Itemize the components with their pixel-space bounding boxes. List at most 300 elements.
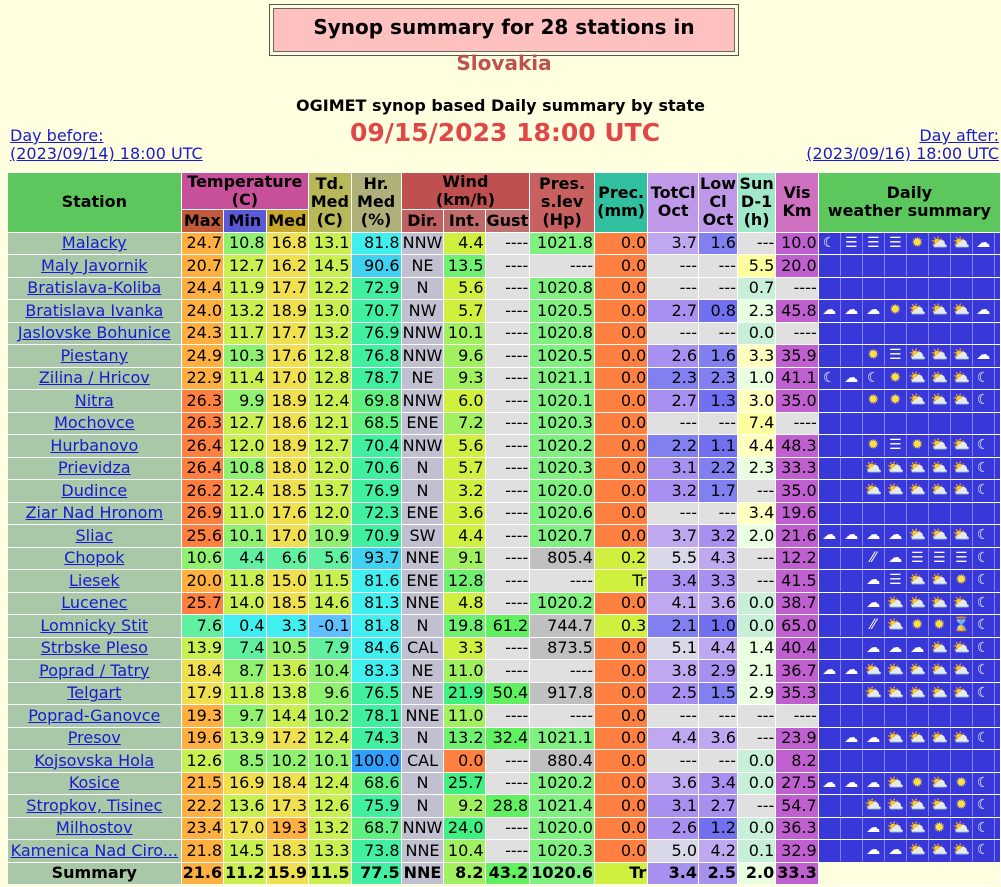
humidity-cell: 76.9 (351, 322, 401, 345)
empty-icon (819, 750, 841, 771)
daily-weather-icons (818, 817, 1000, 840)
empty-icon (819, 705, 841, 726)
station-link[interactable]: Strbske Pleso (40, 638, 148, 658)
visibility-cell: 8.2 (776, 750, 818, 773)
max-cell: 21.6 (181, 862, 223, 885)
wind-dir-cell: NE (401, 367, 444, 390)
total-cloud-cell: 3.7 (648, 232, 699, 255)
empty-icon (819, 390, 841, 411)
wind-dir-cell: NNW (401, 390, 444, 413)
psun-icon: ⛅ (907, 368, 929, 389)
moon-icon: ☾ (863, 368, 885, 389)
empty-icon (885, 750, 907, 771)
station-cell[interactable] (8, 705, 182, 728)
gust-cell: ---- (485, 840, 530, 863)
empty-icon (841, 413, 863, 434)
rain-icon: ⁄⁄ (863, 615, 885, 636)
station-cell[interactable] (8, 232, 182, 255)
min-cell: 10.3 (224, 345, 266, 368)
station-link[interactable]: Ziar Nad Hronom (25, 503, 164, 523)
min-cell: 10.1 (224, 525, 266, 548)
psun-icon: ⛅ (951, 525, 973, 546)
fog-icon: ☰ (863, 233, 885, 254)
wind-dir-cell: SW (401, 525, 444, 548)
station-cell[interactable] (8, 840, 182, 863)
psun-icon: ⛅ (951, 300, 973, 321)
max-cell: 26.3 (181, 390, 223, 413)
wind-dir-cell: ENE (401, 502, 444, 525)
empty-icon (841, 548, 863, 569)
station-cell[interactable] (8, 660, 182, 683)
max-cell: 23.4 (181, 817, 223, 840)
humidity-cell: 78.1 (351, 705, 401, 728)
station-cell[interactable] (8, 615, 182, 638)
station-cell[interactable] (8, 682, 182, 705)
moon-icon: ☾ (973, 728, 995, 749)
empty-icon (841, 593, 863, 614)
psun-icon: ⛅ (885, 480, 907, 501)
pressure-cell: 1020.2 (530, 435, 595, 458)
sunshine-cell: 0.0 (737, 592, 775, 615)
daily-weather-icons (818, 345, 1000, 368)
dewpoint-cell: 13.0 (309, 300, 351, 323)
station-link[interactable]: Kosice (68, 773, 120, 793)
station-link[interactable]: Liesek (68, 570, 120, 590)
humidity-cell: 83.3 (351, 660, 401, 683)
station-link[interactable]: Malacky (61, 233, 127, 253)
sun-icon: ✹ (907, 615, 929, 636)
empty-icon (885, 413, 907, 434)
daily-weather-icons (818, 525, 1000, 548)
sunshine-cell: 3.3 (737, 345, 775, 368)
dewpoint-cell: -0.1 (309, 615, 351, 638)
station-link[interactable]: Telgart (67, 683, 122, 703)
dewpoint-cell: 5.6 (309, 547, 351, 570)
psun-icon: ⛅ (929, 660, 951, 681)
empty-icon (841, 818, 863, 839)
humidity-cell: 68.7 (351, 817, 401, 840)
empty-icon (819, 548, 841, 569)
med-cell: 17.6 (266, 345, 308, 368)
empty-icon (973, 278, 995, 299)
precip-cell: 0.0 (594, 795, 647, 818)
visibility-cell: 33.3 (776, 862, 818, 885)
header-precipitation: Prec. (mm) (594, 173, 647, 233)
humidity-cell: 70.4 (351, 435, 401, 458)
wind-dir-cell: N (401, 457, 444, 480)
station-link[interactable]: Zilina / Hricov (38, 368, 150, 388)
station-cell[interactable] (8, 277, 182, 300)
humidity-cell: 68.5 (351, 412, 401, 435)
header-station: Station (8, 173, 182, 233)
med-cell: 18.5 (266, 480, 308, 503)
daily-weather-icons (818, 457, 1000, 480)
psun-icon: ⛅ (929, 390, 951, 411)
daily-weather-icons (818, 502, 1000, 525)
empty-icon (841, 458, 863, 479)
psun-icon: ⛅ (885, 593, 907, 614)
max-cell: 19.3 (181, 705, 223, 728)
psun-icon: ⛅ (951, 345, 973, 366)
precip-cell: 0.3 (594, 615, 647, 638)
station-link[interactable]: Presov (67, 728, 121, 748)
med-cell: 16.2 (266, 255, 308, 278)
min-cell: 11.4 (224, 367, 266, 390)
low-cloud-cell: 2.3 (699, 367, 738, 390)
pcloud-icon: ☁ (819, 773, 841, 794)
station-link[interactable]: Chopok (64, 548, 125, 568)
moon-icon: ☾ (973, 818, 995, 839)
med-cell: 15.9 (266, 862, 308, 885)
gust-cell: ---- (485, 502, 530, 525)
psun-icon: ⛅ (907, 818, 929, 839)
empty-icon (841, 503, 863, 524)
sunshine-cell: 1.0 (737, 367, 775, 390)
empty-icon (973, 323, 995, 344)
min-cell: 11.8 (224, 682, 266, 705)
humidity-cell: 73.8 (351, 840, 401, 863)
humidity-cell: 76.5 (351, 682, 401, 705)
empty-icon (973, 503, 995, 524)
station-cell[interactable] (8, 435, 182, 458)
precip-cell: 0.0 (594, 480, 647, 503)
day-before-label[interactable]: Day before: (10, 126, 104, 145)
station-cell[interactable] (8, 502, 182, 525)
station-link[interactable]: Lucenec (61, 593, 128, 613)
psun-icon: ⛅ (907, 570, 929, 591)
max-cell: 21.8 (181, 840, 223, 863)
humidity-cell: 84.6 (351, 637, 401, 660)
low-cloud-cell: 2.7 (699, 795, 738, 818)
daily-weather-icons (818, 750, 1000, 773)
day-before-link[interactable] (10, 127, 203, 163)
station-link[interactable]: Kamenica Nad Ciro... (10, 840, 178, 860)
header-min: Min (224, 210, 266, 233)
min-cell: 12.4 (224, 480, 266, 503)
wind-dir-cell: NNE (401, 592, 444, 615)
wind-int-cell: 13.5 (444, 255, 485, 278)
sun-icon: ✹ (907, 435, 929, 456)
empty-icon (929, 413, 951, 434)
sunshine-cell: --- (737, 232, 775, 255)
min-cell: 11.9 (224, 277, 266, 300)
sunshine-cell: --- (737, 705, 775, 728)
wind-dir-cell: NNE (401, 840, 444, 863)
empty-icon (929, 503, 951, 524)
min-cell: 13.9 (224, 727, 266, 750)
wind-int-cell: 9.1 (444, 547, 485, 570)
wind-int-cell: 11.0 (444, 660, 485, 683)
psun-icon: ⛅ (929, 458, 951, 479)
station-link[interactable]: Piestany (60, 345, 129, 365)
station-cell[interactable] (8, 457, 182, 480)
station-cell[interactable] (8, 255, 182, 278)
station-cell[interactable] (8, 525, 182, 548)
daily-weather-icons (818, 232, 1000, 255)
psun-icon: ⛅ (951, 233, 973, 254)
gust-cell: ---- (485, 817, 530, 840)
empty-icon (841, 480, 863, 501)
sunshine-cell: 3.4 (737, 502, 775, 525)
station-cell[interactable] (8, 322, 182, 345)
humidity-cell: 74.3 (351, 727, 401, 750)
psun-icon: ⛅ (951, 480, 973, 501)
visibility-cell: 32.9 (776, 840, 818, 863)
station-cell[interactable] (8, 727, 182, 750)
gust-cell: ---- (485, 547, 530, 570)
table-row (8, 345, 1001, 368)
sunshine-cell: 2.1 (737, 660, 775, 683)
min-cell: 8.5 (224, 750, 266, 773)
psun-icon: ⛅ (863, 458, 885, 479)
wind-int-cell: 3.2 (444, 480, 485, 503)
table-row (8, 502, 1001, 525)
med-cell: 18.9 (266, 300, 308, 323)
station-cell[interactable] (8, 300, 182, 323)
psun-icon: ⛅ (907, 390, 929, 411)
max-cell: 24.4 (181, 277, 223, 300)
pressure-cell: 1020.1 (530, 390, 595, 413)
moon-icon: ☾ (973, 773, 995, 794)
dewpoint-cell: 14.5 (309, 255, 351, 278)
low-cloud-cell: 2.2 (699, 457, 738, 480)
psun-icon: ⛅ (907, 593, 929, 614)
wind-dir-cell: NE (401, 660, 444, 683)
station-cell[interactable] (8, 817, 182, 840)
gust-cell: ---- (485, 570, 530, 593)
med-cell: 18.4 (266, 772, 308, 795)
max-cell: 20.0 (181, 570, 223, 593)
day-before-date[interactable]: (2023/09/14) 18:00 UTC (10, 144, 203, 163)
wind-dir-cell: N (401, 795, 444, 818)
psun-icon: ⛅ (929, 683, 951, 704)
day-after-link[interactable] (806, 127, 999, 163)
station-cell[interactable] (8, 547, 182, 570)
visibility-cell: 35.3 (776, 682, 818, 705)
empty-icon (819, 840, 841, 861)
station-cell[interactable] (8, 592, 182, 615)
fog-icon: ☰ (929, 548, 951, 569)
dewpoint-cell: 12.8 (309, 345, 351, 368)
station-cell[interactable] (8, 345, 182, 368)
total-cloud-cell: 3.8 (648, 660, 699, 683)
humidity-cell: 69.8 (351, 390, 401, 413)
station-link[interactable]: Nitra (74, 390, 114, 410)
wind-dir-cell: CAL (401, 637, 444, 660)
sun-icon: ✹ (951, 795, 973, 816)
moon-icon: ☾ (973, 480, 995, 501)
min-cell: 0.4 (224, 615, 266, 638)
total-cloud-cell: 3.4 (648, 570, 699, 593)
wind-int-cell: 3.3 (444, 637, 485, 660)
pcloud-icon: ☁ (841, 300, 863, 321)
station-link[interactable]: Milhostov (56, 818, 133, 838)
station-link[interactable]: Dudince (61, 480, 128, 500)
wind-int-cell: 4.4 (444, 525, 485, 548)
visibility-cell: 20.0 (776, 255, 818, 278)
visibility-cell: 27.5 (776, 772, 818, 795)
empty-icon (907, 750, 929, 771)
empty-icon (841, 638, 863, 659)
med-cell: 18.9 (266, 390, 308, 413)
empty-icon (863, 705, 885, 726)
empty-icon (973, 413, 995, 434)
visibility-cell: 41.5 (776, 570, 818, 593)
header-dewpoint: Td. Med (C) (309, 173, 351, 233)
wind-dir-cell: ENE (401, 412, 444, 435)
low-cloud-cell: 2.5 (699, 862, 738, 885)
wind-int-cell: 10.4 (444, 840, 485, 863)
pressure-cell: 1020.8 (530, 277, 595, 300)
wind-int-cell: 5.6 (444, 435, 485, 458)
wind-int-cell: 13.2 (444, 727, 485, 750)
psun-icon: ⛅ (929, 638, 951, 659)
psun-icon: ⛅ (951, 390, 973, 411)
wind-int-cell: 5.7 (444, 300, 485, 323)
gust-cell: 32.4 (485, 727, 530, 750)
station-cell[interactable] (8, 772, 182, 795)
med-cell: 10.5 (266, 637, 308, 660)
station-cell[interactable] (8, 412, 182, 435)
header-row-1 (8, 173, 1001, 210)
pressure-cell: 1020.3 (530, 412, 595, 435)
empty-icon (819, 638, 841, 659)
moon-icon: ☾ (973, 593, 995, 614)
pcloud-icon: ☁ (841, 773, 863, 794)
empty-icon (841, 683, 863, 704)
station-link[interactable]: Bratislava-Koliba (27, 278, 162, 298)
station-cell[interactable] (8, 480, 182, 503)
pressure-cell: 917.8 (530, 682, 595, 705)
station-cell[interactable] (8, 367, 182, 390)
min-cell: 13.6 (224, 795, 266, 818)
sunshine-cell: 0.1 (737, 840, 775, 863)
wind-dir-cell: NE (401, 682, 444, 705)
precip-cell: 0.0 (594, 817, 647, 840)
max-cell: 24.3 (181, 322, 223, 345)
table-row (8, 300, 1001, 323)
empty-icon (951, 255, 973, 276)
dewpoint-cell: 12.4 (309, 772, 351, 795)
low-cloud-cell: 3.6 (699, 592, 738, 615)
dewpoint-cell: 11.5 (309, 570, 351, 593)
day-after-label[interactable]: Day after: (919, 126, 999, 145)
station-cell[interactable] (8, 750, 182, 773)
min-cell: 10.8 (224, 232, 266, 255)
station-link[interactable]: Maly Javornik (41, 255, 148, 275)
sunshine-cell: --- (737, 480, 775, 503)
header-med: Med (266, 210, 308, 233)
table-row (8, 457, 1001, 480)
med-cell: 18.6 (266, 412, 308, 435)
visibility-cell: 54.7 (776, 795, 818, 818)
station-link[interactable]: Prievidza (58, 458, 131, 478)
empty-icon (929, 323, 951, 344)
station-link[interactable]: Poprad-Ganovce (28, 705, 161, 725)
station-cell[interactable] (8, 795, 182, 818)
empty-icon (907, 413, 929, 434)
station-link[interactable]: Lomnicky Stit (40, 615, 149, 635)
humidity-cell: 76.8 (351, 345, 401, 368)
visibility-cell: ---- (776, 412, 818, 435)
moon-icon: ☾ (973, 570, 995, 591)
fog-icon: ☰ (885, 233, 907, 254)
pressure-cell: 1020.6 (530, 502, 595, 525)
low-cloud-cell: 1.7 (699, 480, 738, 503)
station-link[interactable]: Sliac (75, 525, 114, 545)
empty-icon (863, 278, 885, 299)
dewpoint-cell: 10.2 (309, 705, 351, 728)
max-cell: 24.9 (181, 345, 223, 368)
empty-icon (819, 435, 841, 456)
precip-cell: 0.0 (594, 367, 647, 390)
empty-icon (819, 818, 841, 839)
day-after-date[interactable]: (2023/09/16) 18:00 UTC (806, 144, 999, 163)
empty-icon (951, 705, 973, 726)
humidity-cell: 81.8 (351, 232, 401, 255)
station-cell[interactable] (8, 570, 182, 593)
station-link[interactable]: Bratislava Ivanka (25, 300, 164, 320)
moon-icon: ☾ (973, 615, 995, 636)
table-row (8, 525, 1001, 548)
humidity-cell: 76.9 (351, 480, 401, 503)
pressure-cell: ---- (530, 660, 595, 683)
gust-cell: ---- (485, 772, 530, 795)
med-cell: 18.5 (266, 592, 308, 615)
max-cell: 24.0 (181, 300, 223, 323)
station-cell[interactable] (8, 637, 182, 660)
station-cell[interactable] (8, 390, 182, 413)
daily-weather-icons (818, 637, 1000, 660)
pressure-cell: ---- (530, 570, 595, 593)
table-row (8, 570, 1001, 593)
cloud-icon: ☁ (863, 570, 885, 591)
station-link[interactable]: Kojsovska Hola (34, 750, 155, 770)
station-link[interactable]: Mochovce (54, 413, 135, 433)
total-cloud-cell: 2.6 (648, 345, 699, 368)
gust-cell: ---- (485, 660, 530, 683)
fog-icon: ☰ (885, 435, 907, 456)
precip-cell: 0.0 (594, 345, 647, 368)
low-cloud-cell: 3.2 (699, 525, 738, 548)
cloud-icon: ☁ (863, 525, 885, 546)
psun-icon: ⛅ (885, 818, 907, 839)
psun-icon: ⛅ (929, 570, 951, 591)
low-cloud-cell: 4.3 (699, 547, 738, 570)
wind-int-cell: 10.1 (444, 322, 485, 345)
pcloud-icon: ☁ (973, 233, 995, 254)
wind-dir-cell: NNE (401, 705, 444, 728)
med-cell: 10.2 (266, 750, 308, 773)
med-cell: 17.0 (266, 525, 308, 548)
station-link[interactable]: Poprad / Tatry (39, 660, 150, 680)
pcloud-icon: ☁ (819, 660, 841, 681)
wind-dir-cell: NNW (401, 322, 444, 345)
wind-int-cell: 7.2 (444, 412, 485, 435)
sunshine-cell: 7.4 (737, 412, 775, 435)
sun-icon: ✹ (885, 390, 907, 411)
moon-icon: ☾ (973, 660, 995, 681)
visibility-cell: 41.1 (776, 367, 818, 390)
pressure-cell: 1020.7 (530, 525, 595, 548)
station-link[interactable]: Stropkov, Tisinec (26, 795, 163, 815)
station-link[interactable]: Hurbanovo (50, 435, 139, 455)
dewpoint-cell: 12.7 (309, 435, 351, 458)
low-cloud-cell: 3.3 (699, 570, 738, 593)
station-link[interactable]: Jaslovske Bohunice (17, 323, 171, 343)
total-cloud-cell: 2.7 (648, 390, 699, 413)
min-cell: 16.9 (224, 772, 266, 795)
